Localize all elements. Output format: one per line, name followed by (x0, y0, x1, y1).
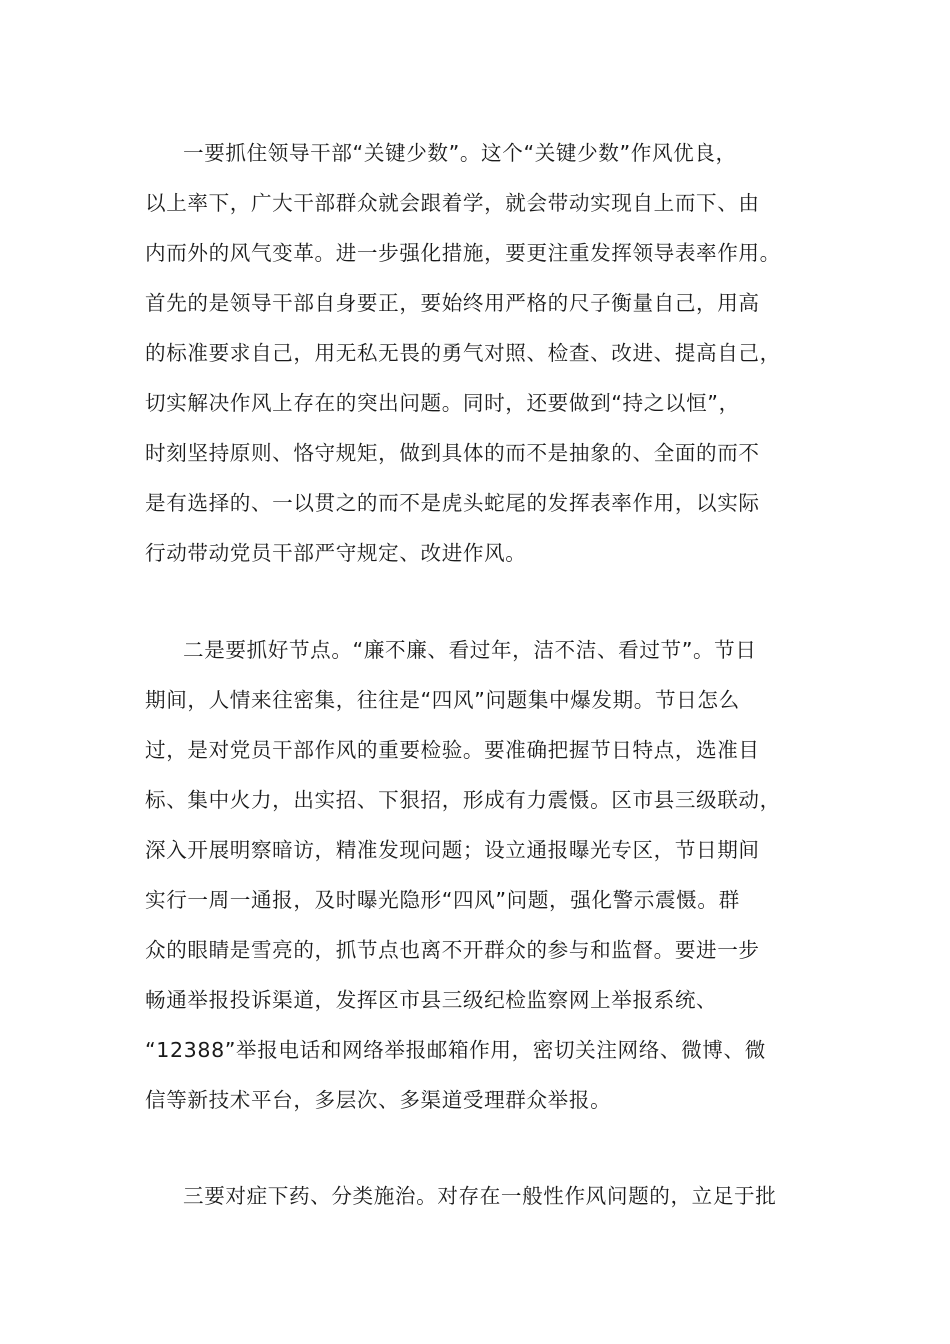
text-line: 三要对症下药、分类施治。对存在一般性作风问题的，立足于批 (183, 1184, 777, 1208)
text-line: 切实解决作风上存在的突出问题。同时，还要做到“持之以恒”， (145, 391, 740, 415)
text-line: 的标准要求自己，用无私无畏的勇气对照、检查、改进、提高自己， (145, 341, 781, 365)
text-line: 实行一周一通报，及时曝光隐形“四风”问题，强化警示震慑。群 (145, 888, 740, 912)
text-line: 标、集中火力，出实招、下狠招，形成有力震慑。区市县三级联动， (145, 788, 781, 812)
text-line: 首先的是领导干部自身要正，要始终用严格的尺子衡量自己，用高 (145, 291, 760, 315)
text-line: 过，是对党员干部作风的重要检验。要准确把握节日特点，选准目 (145, 738, 760, 762)
text-line: 行动带动党员干部严守规定、改进作风。 (145, 541, 527, 565)
text-line: 内而外的风气变革。进一步强化措施，要更注重发挥领导表率作用。 (145, 241, 781, 265)
text-line: 深入开展明察暗访，精准发现问题；设立通报曝光专区，节日期间 (145, 838, 760, 862)
text-line: 一要抓住领导干部“关键少数”。这个“关键少数”作风优良， (183, 141, 737, 165)
text-line: 是有选择的、一以贯之的而不是虎头蛇尾的发挥表率作用，以实际 (145, 491, 760, 515)
text-line: 期间，人情来往密集，往往是“四风”问题集中爆发期。节日怎么 (145, 688, 740, 712)
text-line: 时刻坚持原则、恪守规矩，做到具体的而不是抽象的、全面的而不 (145, 441, 760, 465)
text-line: 众的眼睛是雪亮的，抓节点也离不开群众的参与和监督。要进一步 (145, 938, 760, 962)
text-line: “12388”举报电话和网络举报邮箱作用，密切关注网络、微博、微 (145, 1038, 766, 1062)
text-line: 二是要抓好节点。“廉不廉、看过年，洁不洁、看过节”。节日 (183, 638, 757, 662)
text-line: 畅通举报投诉渠道，发挥区市县三级纪检监察网上举报系统、 (145, 988, 718, 1012)
text-line: 以上率下，广大干部群众就会跟着学，就会带动实现自上而下、由 (145, 191, 760, 215)
text-line: 信等新技术平台，多层次、多渠道受理群众举报。 (145, 1088, 612, 1112)
